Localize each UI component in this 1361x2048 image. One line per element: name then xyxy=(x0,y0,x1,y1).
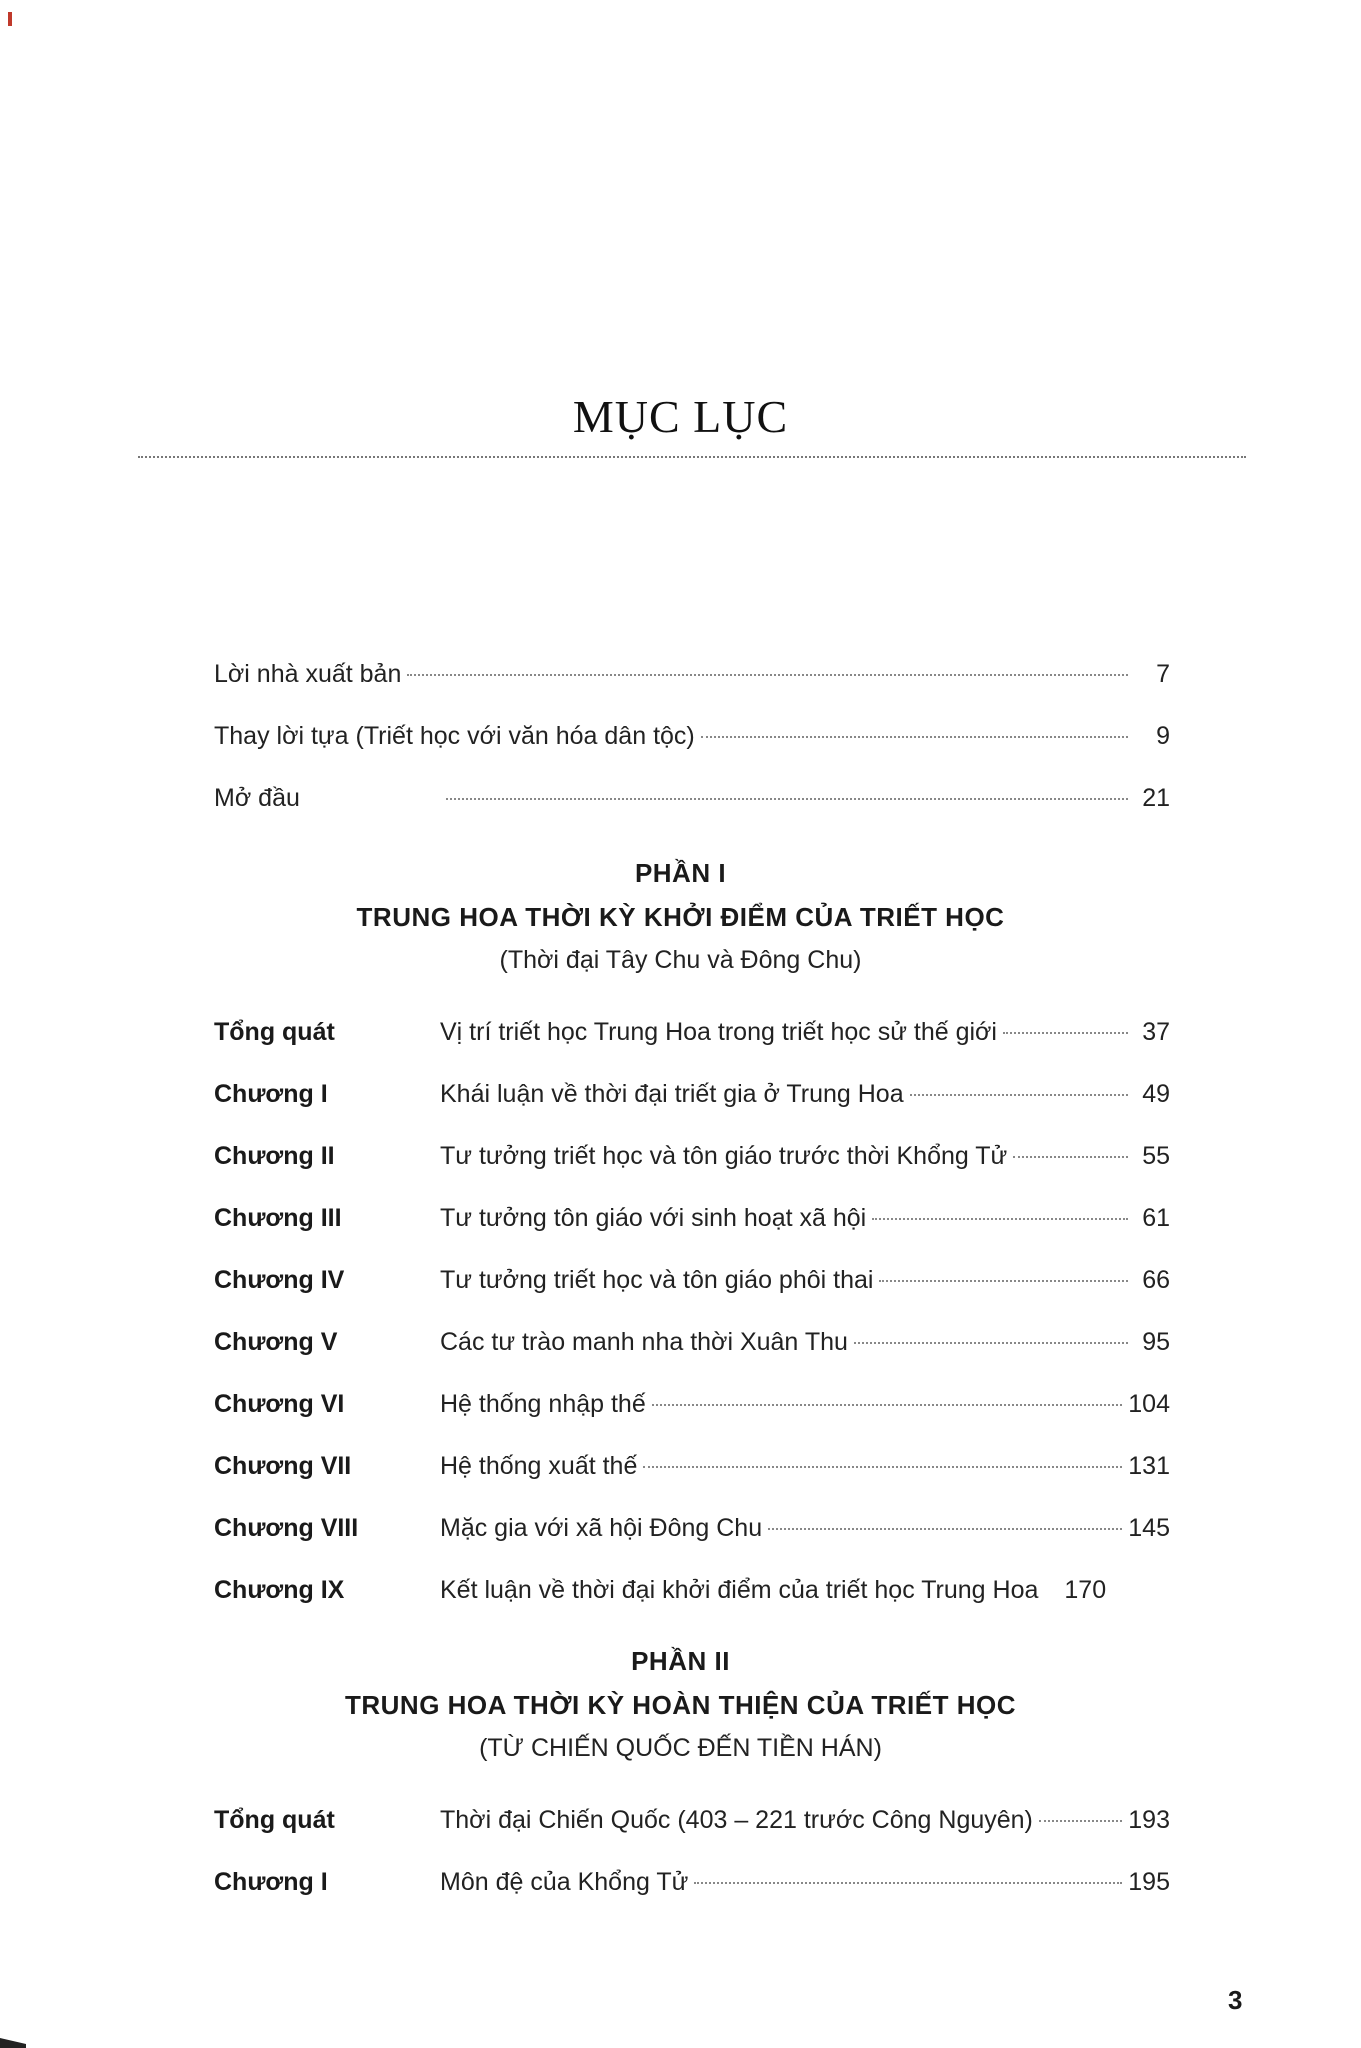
dot-leader xyxy=(879,1280,1128,1282)
chapter-title: Tư tưởng tôn giáo với sinh hoạt xã hội xyxy=(440,1204,867,1232)
toc-entry xyxy=(214,784,1170,824)
chapter-title: Thời đại Chiến Quốc (403 – 221 trước Công Nguyên) xyxy=(440,1806,1033,1834)
dot-leader xyxy=(854,1342,1128,1344)
chapter-label: Tổng quát xyxy=(214,1018,335,1046)
part-subtitle: (Thời đại Tây Chu và Đông Chu) xyxy=(499,946,862,974)
chapter-entry xyxy=(214,1868,1170,1908)
part-title: TRUNG HOA THỜI KỲ HOÀN THIỆN CỦA TRIẾT HỌC xyxy=(344,1690,1016,1720)
chapter-page: 131 xyxy=(1128,1452,1170,1480)
dot-leader xyxy=(1039,1820,1122,1822)
toc-entry-label: Mở đầu xyxy=(214,784,300,812)
chapter-label: Chương II xyxy=(214,1142,335,1170)
chapter-label: Chương IX xyxy=(214,1576,345,1604)
toc-entry-label: Lời nhà xuất bản xyxy=(214,660,402,688)
chapter-entry xyxy=(214,1328,1170,1368)
dot-leader xyxy=(872,1218,1128,1220)
part-heading: PHẦN I xyxy=(634,858,727,888)
part-title: TRUNG HOA THỜI KỲ KHỞI ĐIỂM CỦA TRIẾT HỌC xyxy=(356,902,1005,932)
chapter-title: Hệ thống xuất thế xyxy=(440,1452,638,1480)
title-dotted-rule xyxy=(138,456,1246,458)
chapter-title: Hệ thống nhập thế xyxy=(440,1390,646,1418)
dot-leader xyxy=(694,1882,1122,1884)
chapter-title: Kết luận về thời đại khởi điểm của triết học Trung Hoa xyxy=(440,1576,1039,1604)
chapter-entry xyxy=(214,1204,1170,1244)
chapter-label: Chương IV xyxy=(214,1266,345,1294)
chapter-label: Chương I xyxy=(214,1868,328,1896)
chapter-title: Tư tưởng triết học và tôn giáo trước thời Khổng Tử xyxy=(440,1142,1008,1170)
chapter-page: 61 xyxy=(1142,1204,1170,1232)
chapter-entry xyxy=(214,1806,1170,1846)
toc-entry-page: 21 xyxy=(1142,784,1170,812)
chapter-title: Các tư trào manh nha thời Xuân Thu xyxy=(440,1328,848,1356)
chapter-entry xyxy=(214,1142,1170,1182)
chapter-page: 104 xyxy=(1128,1390,1170,1418)
chapter-entry xyxy=(214,1576,1170,1616)
chapter-entry xyxy=(214,1390,1170,1430)
chapter-entry xyxy=(214,1266,1170,1306)
chapter-title: Tư tưởng triết học và tôn giáo phôi thai xyxy=(440,1266,874,1294)
chapter-page: 193 xyxy=(1128,1806,1170,1834)
chapter-entry xyxy=(214,1080,1170,1120)
dot-leader xyxy=(446,798,1128,800)
bottom-edge-mark xyxy=(0,2038,26,2048)
chapter-page: 195 xyxy=(1128,1868,1170,1896)
chapter-page: 95 xyxy=(1142,1328,1170,1356)
chapter-page: 49 xyxy=(1142,1080,1170,1108)
toc-entry-page: 9 xyxy=(1156,722,1170,750)
chapter-page: 37 xyxy=(1142,1018,1170,1046)
chapter-title: Mặc gia với xã hội Đông Chu xyxy=(440,1514,763,1542)
toc-entry-page: 7 xyxy=(1156,660,1170,688)
dot-leader xyxy=(910,1094,1128,1096)
chapter-title: Vị trí triết học Trung Hoa trong triết học sử thế giới xyxy=(440,1018,997,1046)
dot-leader xyxy=(407,674,1128,676)
corner-mark xyxy=(8,12,12,26)
toc-entry xyxy=(214,660,1170,700)
dot-leader xyxy=(652,1404,1123,1406)
chapter-label: Chương VII xyxy=(214,1452,352,1480)
chapter-label: Chương I xyxy=(214,1080,328,1108)
dot-leader xyxy=(1003,1032,1128,1034)
chapter-label: Chương III xyxy=(214,1204,342,1232)
page-title: MỤC LỤC xyxy=(572,391,789,442)
dot-leader xyxy=(1013,1156,1128,1158)
part-subtitle: (TỪ CHIẾN QUỐC ĐẾN TIỀN HÁN) xyxy=(479,1734,882,1762)
chapter-label: Chương VIII xyxy=(214,1514,359,1542)
chapter-label: Chương V xyxy=(214,1328,338,1356)
chapter-entry xyxy=(214,1018,1170,1058)
dot-leader xyxy=(768,1528,1122,1530)
chapter-page: 145 xyxy=(1128,1514,1170,1542)
chapter-entry xyxy=(214,1514,1170,1554)
chapter-title: Khái luận về thời đại triết gia ở Trung Hoa xyxy=(440,1080,904,1108)
page-number: 3 xyxy=(1228,1985,1243,2015)
chapter-label: Tổng quát xyxy=(214,1806,335,1834)
chapter-entry xyxy=(214,1452,1170,1492)
toc-entry xyxy=(214,722,1170,762)
chapter-page: 170 xyxy=(1064,1576,1107,1604)
chapter-label: Chương VI xyxy=(214,1390,345,1418)
chapter-page: 55 xyxy=(1142,1142,1170,1170)
chapter-title: Môn đệ của Khổng Tử xyxy=(440,1868,689,1896)
toc-entry-label: Thay lời tựa (Triết học với văn hóa dân tộc) xyxy=(214,722,695,750)
chapter-page: 66 xyxy=(1142,1266,1170,1294)
dot-leader xyxy=(643,1466,1122,1468)
part-heading: PHẦN II xyxy=(631,1646,730,1676)
dot-leader xyxy=(701,736,1128,738)
